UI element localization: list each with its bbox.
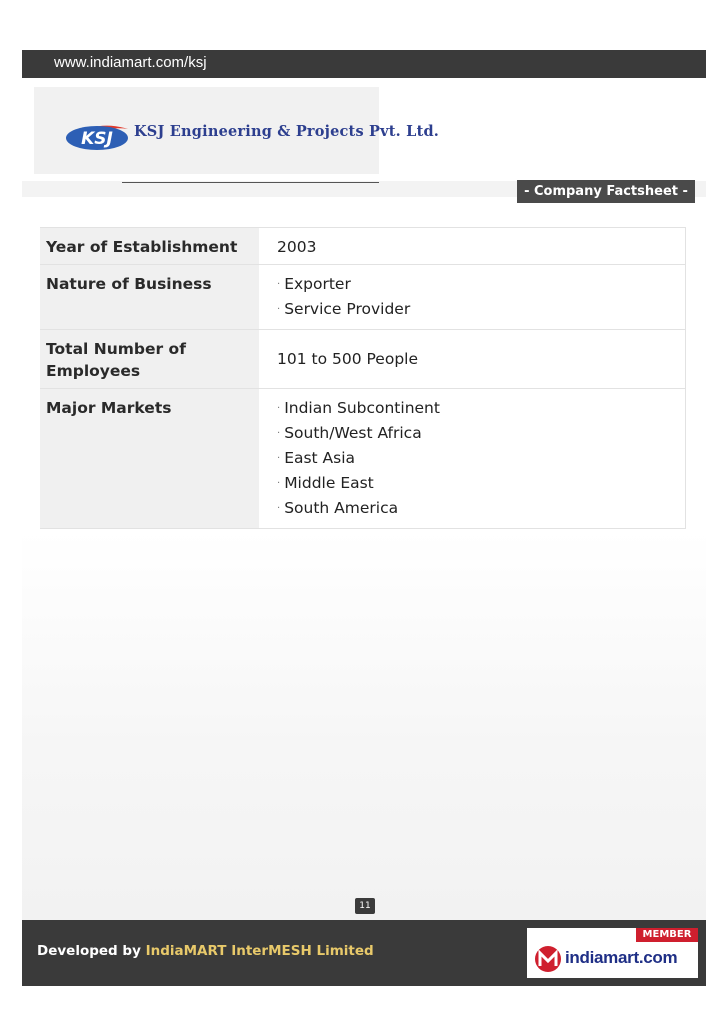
fact-label: Year of Establishment (40, 228, 259, 265)
fact-value-list (259, 389, 686, 529)
table-row (40, 265, 686, 330)
bullet-icon: · (277, 279, 281, 290)
fact-value: 101 to 500 People (259, 330, 686, 389)
list-item: · Indian Subcontinent (277, 399, 440, 417)
indiamart-brand: indiamart.com (565, 948, 678, 967)
logo-divider (122, 182, 379, 183)
table-row (40, 228, 686, 265)
list-item: · Exporter (277, 275, 351, 293)
logo-initials: KSJ (81, 129, 113, 149)
company-logo (34, 87, 440, 174)
table-row (40, 389, 686, 529)
indiamart-logo-icon (533, 944, 563, 974)
bullet-icon: · (277, 428, 281, 439)
page-number: 11 (355, 898, 375, 914)
list-item: · East Asia (277, 449, 356, 467)
site-url[interactable]: www.indiamart.com/ksj (54, 54, 207, 71)
developed-by-label: Developed by (37, 943, 141, 959)
table-row (40, 330, 686, 389)
bullet-icon: · (277, 453, 281, 464)
bullet-icon: · (277, 403, 281, 414)
bullet-icon: · (277, 478, 281, 489)
list-item: · Service Provider (277, 300, 411, 318)
fact-label: Total Number of Employees (40, 330, 259, 389)
member-badge[interactable] (527, 928, 698, 978)
member-label: MEMBER (636, 928, 698, 942)
factsheet-page (22, 50, 706, 986)
company-name: KSJ Engineering & Projects Pvt. Ltd. (134, 123, 440, 140)
list-item: · South/West Africa (277, 424, 422, 442)
header-bar (22, 50, 706, 78)
bullet-icon: · (277, 503, 281, 514)
developer-credit (37, 943, 374, 959)
facts-table (40, 227, 686, 529)
fact-value: 2003 (259, 228, 686, 265)
list-item: · South America (277, 499, 399, 517)
section-tag: - Company Factsheet - (517, 180, 695, 203)
footer-bar (22, 920, 706, 986)
fact-label: Major Markets (40, 389, 259, 529)
list-item: · Middle East (277, 474, 374, 492)
fact-label: Nature of Business (40, 265, 259, 330)
bullet-icon: · (277, 304, 281, 315)
developer-link[interactable]: IndiaMART InterMESH Limited (145, 943, 374, 959)
fact-value-list (259, 265, 686, 330)
ksj-logo-icon (62, 117, 132, 153)
